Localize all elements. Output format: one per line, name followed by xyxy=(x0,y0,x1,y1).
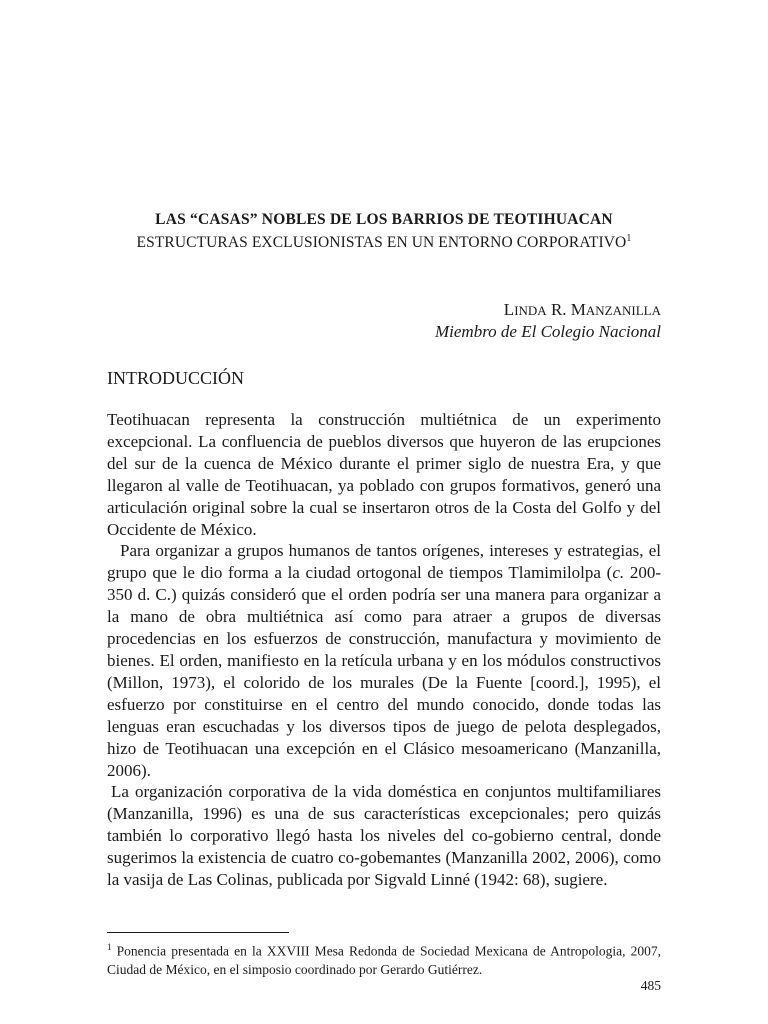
footnote-divider xyxy=(107,932,289,933)
footnote-reference[interactable]: 1 xyxy=(626,233,632,244)
paragraph-1: Teotihuacan representa la construcción multiétnica de un experimento excepcional. La confluencia de pueblos diversos que huyeron de las erupciones del sur de la cuenca de México durante el primer siglo de nuestra Era, y que llegaron al valle de Teotihuacan, ya poblado con grupos formativos, generó una articulación original sobre la cual se insertaron otros de la Costa del Golfo y del Occidente de México. xyxy=(107,410,661,539)
author-middle: R. xyxy=(546,300,571,319)
author-last-initial: M xyxy=(570,300,586,319)
section-heading: INTRODUCCIÓN xyxy=(107,368,244,388)
body-text xyxy=(107,409,661,891)
author-affiliation: Miembro de El Colegio Nacional xyxy=(434,322,661,341)
paragraph-2 xyxy=(107,540,661,781)
paragraph-3: La organización corporativa de la vida doméstica en conjuntos multifamiliares (Manzanilla, 1996) es una de sus características excepcionales; pero quizás también lo corporativo llegó hasta los niveles del co-gobierno central, donde sugerimos la existencia de cuatro co-gobemantes (Manzanilla 2002, 2006), como la vasija de Las Colinas, publicada por Sigvald Linné (1942: 68), sugiere. xyxy=(107,782,661,890)
author-last-rest: ANZANILLA xyxy=(585,303,661,318)
page-number: 485 xyxy=(640,978,661,993)
paragraph-2-part-1: Para organizar a grupos humanos de tantos orígenes, intereses y estrategias, el grupo que le dio forma a la ciudad ortogonal de tiempos Tlamimilolpa ( xyxy=(107,541,661,583)
chapter-title: LAS “CASAS” NOBLES DE LOS BARRIOS DE TEOTIHUACAN xyxy=(155,211,613,228)
chapter-subtitle xyxy=(107,233,661,252)
author-first-initial: L xyxy=(503,300,515,319)
footnote xyxy=(107,938,661,979)
author-name xyxy=(504,300,661,320)
footnote-text: Ponencia presentada en la XXVIII Mesa Redonda de Sociedad Mexicana de Antropologia, 2007, Ciudad de México, en el simposio coordinado por Gerardo Gutiérrez. xyxy=(107,943,661,977)
footnote-number: 1 xyxy=(107,942,112,952)
author-first-rest: INDA xyxy=(514,303,547,318)
paragraph-2-italic: c. xyxy=(612,563,625,583)
subtitle-text: ESTRUCTURAS EXCLUSIONISTAS EN UN ENTORNO CORPORATIVO xyxy=(136,234,627,252)
paragraph-2-part-2: 200-350 d. C.) quizás consideró que el orden podría ser una manera para organizar a la mano de obra multiétnica así como para atraer a grupos de diversas procedencias en los esfuerzos de construcción, manufactura y movimiento de bienes. El orden, manifiesto en la retícula urbana y en los módulos constructivos (Millon, 1973), el colorido de los murales (De la Fuente [coord.], 1995), el esfuerzo por constituirse en el centro del mundo conocido, donde todas las lenguas eran escuchadas y los diversos tipos de juego de pelota desplegados, hizo de Teotihuacan una excepción en el Clásico mesoamericano (Manzanilla, 2006). xyxy=(107,563,661,780)
